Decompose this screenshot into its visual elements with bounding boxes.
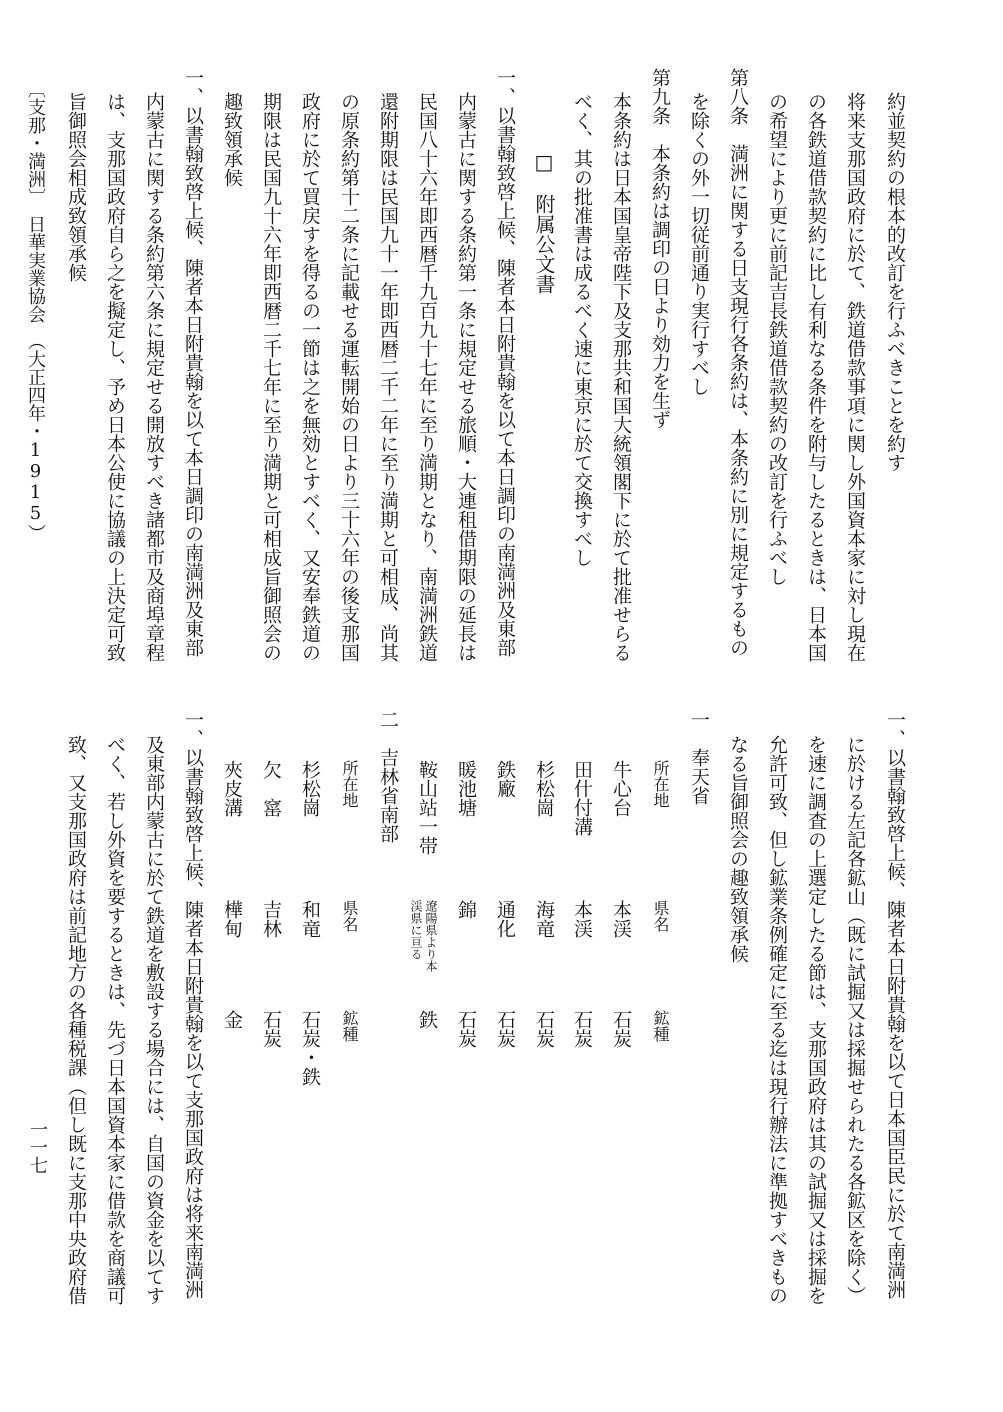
upper-text-column: 一、以書翰致啓上候、陳者本日附貴翰を以て本日調印の南満洲及東部 [182,68,204,657]
header-prefecture: 県名 [651,900,670,932]
row-prefecture: 通化 [494,900,516,938]
lower-text-column: なる旨御照会の趣致領承候 [727,735,749,963]
row-prefecture: 錦 [455,900,477,919]
lower-text-column: べく、若し外資を要するときは、先づ日本国資本家に借款を商議可 [104,735,126,1305]
upper-text-column: を除くの外一切従前通り実行すべし [688,92,710,396]
lower-text-column: 及東部内蒙古に於て鉄道を敷設する場合には、自国の資金を以てす [143,735,165,1305]
row-mineral: 鉄 [416,1010,438,1029]
header-location: 所在地 [340,760,359,808]
row-location: 鉄廠 [494,760,516,798]
header-prefecture: 県名 [340,900,359,932]
row-location: 夾皮溝 [221,760,243,817]
row-mineral: 石炭 [610,1010,632,1048]
upper-text-column: 第九条 本条約は調印の日より効力を生ず [649,68,671,429]
upper-text-column: 約並契約の根本的改訂を行ふべきことを約す [884,92,906,472]
upper-text-column: の各鉄道借款契約に比し有利なる条件を附与したるときは、日本国 [805,92,827,662]
header-mineral: 鉱種 [340,1010,359,1042]
lower-text-column: 允許可致、但し鉱業条例確定に至る迄は現行辦法に準拠すべきもの [766,735,788,1305]
row-location: 欠 窰 [260,760,282,817]
row-mineral: 金 [221,1010,243,1029]
row-prefecture: 海竜 [533,900,555,938]
row-location: 杉松崗 [299,760,321,817]
row-mineral: 石炭 [455,1010,477,1048]
row-prefecture-note: 渓県に亘る [409,900,423,960]
page-number: 一一七 [27,1120,48,1174]
lower-text-column: に於ける左記各鉱山（既に試掘又は採掘せられたる各鉱区を除く） [844,735,866,1305]
upper-text-column: 一、以書翰致啓上候、陳者本日附貴翰を以て本日調印の南満洲及東部 [494,68,516,657]
row-location: 牛心台 [610,760,632,817]
upper-text-column: べく、其の批准書は成るべく速に東京に於て交換すべし [571,92,593,567]
upper-text-column: 内蒙古に関する条約第六条に規定せる開放すべき諸都市及商埠章程 [143,92,165,662]
row-prefecture: 和竜 [299,900,321,938]
upper-text-column: は、支那国政府自ら之を擬定し、予め日本公使に協議の上決定可致 [104,92,126,662]
upper-text-column: の希望により更に前記吉長鉄道借款契約の改訂を行ふべし [766,92,788,586]
row-location: 杉松崗 [533,760,555,817]
lower-text-column: を速に調査の上選定したる節は、支那国政府は其の試掘又は採掘を [805,735,827,1305]
row-prefecture: 本渓 [571,900,593,938]
row-mineral: 石炭 [571,1010,593,1048]
lower-text-column: 一、以書翰致啓上候、陳者本日附貴翰を以て支那国政府は将来南満洲 [182,710,204,1299]
upper-text-column: の原条約第十二条に記載せる運転開始の日より三十六年の後支那国 [338,92,360,662]
page-footer: 〔支那・満洲〕 日華実業協会 （大正四年・1915） [25,80,46,542]
row-prefecture-note: 遼陽県より本 [424,900,438,972]
row-mineral: 石炭 [533,1010,555,1048]
upper-text-column: 第八条 満洲に関する日支現行各条約は、本条約に別に規定するもの [727,68,749,657]
upper-text-column: 政府に於て買戻すを得るの一節は之を無効とすべく、又安奉鉄道の [299,92,321,662]
upper-text-column: 民国八十六年即西暦千九百九十七年に至り満期となり、南満洲鉄道 [416,92,438,662]
row-prefecture: 樺甸 [221,900,243,938]
row-mineral: 石炭 [494,1010,516,1048]
row-location: 鞍山站一帯 [416,760,438,855]
lower-text-column: 一、以書翰致啓上候、陳者本日附貴翰を以て日本国臣民に於て南満洲 [884,710,906,1299]
row-mineral: 石炭・鉄 [299,1010,321,1086]
row-prefecture: 本渓 [610,900,632,938]
row-location: 暖池塘 [455,760,477,817]
row-location: 田什付溝 [571,760,593,836]
header-mineral: 鉱種 [651,1010,670,1042]
section1-title: 一 奉天省 [688,710,710,805]
upper-text-column: 趣致領承候 [221,92,243,187]
upper-text-column: 本条約は日本国皇帝陛下及支那共和国大統領閣下に於て批准せらる [610,92,632,662]
section-heading: □ 附属公文書 [532,150,556,294]
section2-title: 二 吉林省南部 [377,710,399,843]
row-mineral: 石炭 [260,1010,282,1048]
lower-text-column: 致、又支那国政府は前記地方の各種税課（但し既に支那中央政府借 [65,735,87,1305]
upper-text-column: 将来支那国政府に於て、鉄道借款事項に関し外国資本家に対し現在 [844,92,866,662]
upper-text-column: 還附期限は民国九十一年即西暦二千二年に至り満期と可相成、尚其 [377,92,399,662]
upper-text-column: 内蒙古に関する条約第一条に規定せる旅順・大連租借期限の延長は [455,92,477,662]
row-prefecture: 吉林 [260,900,282,938]
upper-text-column: 旨御照会相成致領承候 [65,92,87,282]
header-location: 所在地 [651,760,670,808]
upper-text-column: 期限は民国九十六年即西暦二千七年に至り満期と可相成旨御照会の [260,92,282,662]
